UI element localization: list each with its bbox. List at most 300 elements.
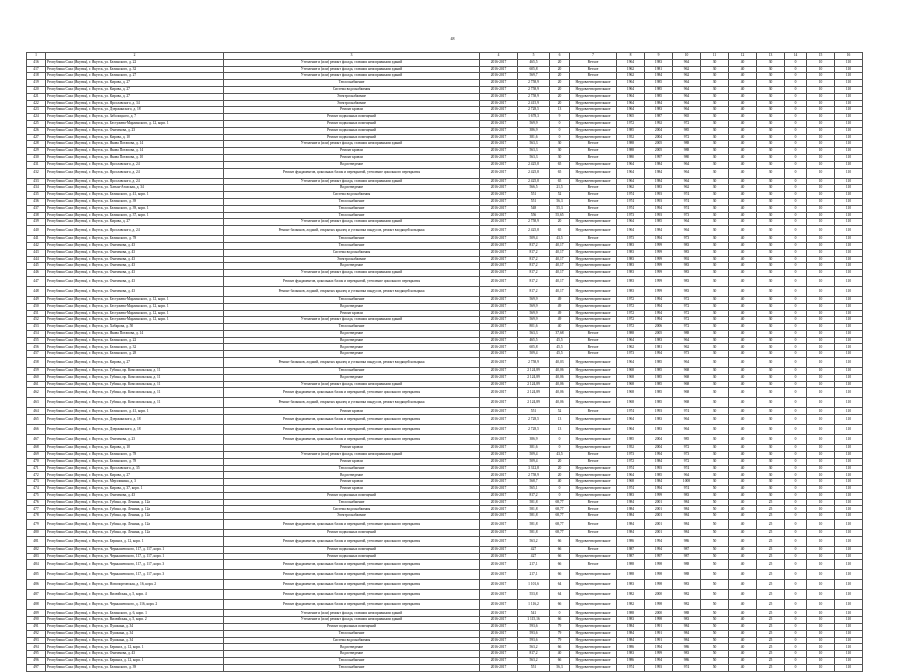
table-row [27, 637, 863, 644]
table-cell: Республика Саха (Якутия), г. Якутск, ул. Белинского, д. 22 [46, 337, 224, 344]
table-cell: 30 [757, 242, 785, 249]
table-cell: 30 [701, 415, 729, 425]
table-cell: 964 [673, 161, 701, 168]
table-cell: 30 [757, 486, 785, 493]
table-cell: 110 [835, 337, 863, 344]
table-cell: 30 [757, 270, 785, 277]
table-cell: 40,17 [550, 242, 570, 249]
table-cell: 2016-2017 [480, 560, 518, 570]
table-row [27, 452, 863, 459]
table-cell: 30 [701, 127, 729, 134]
table-cell: Республика Саха (Якутия), г. Якутск, ул. Бестужева-Марлинского, д. 12, корп. 1 [46, 303, 224, 310]
table-cell: Республика Саха (Якутия), г. Якутск, ул. Очичекова, д. 43 [46, 249, 224, 256]
column-header: 1 [27, 53, 46, 60]
table-cell: Республика Саха (Якутия), г. Якутск, ул. Белинского, д. 39 [46, 664, 224, 671]
table-cell: 2 124,89 [518, 388, 550, 398]
table-cell: 1985 [645, 381, 673, 388]
table-cell: 66 [550, 617, 570, 624]
table-cell: 110 [835, 198, 863, 205]
table-cell: 0 [550, 120, 570, 127]
table-cell: 968 [673, 388, 701, 398]
table-cell: 30 [757, 296, 785, 303]
table-cell: Утепление и (или) ремонт фасада, ставших неисправными зданий [224, 381, 480, 388]
table-cell: 2016-2017 [480, 479, 518, 486]
table-row [27, 296, 863, 303]
column-header: 5 [518, 53, 550, 60]
table-cell: 2005 [645, 141, 673, 148]
table-cell: 30 [757, 168, 785, 178]
table-cell: 25 [757, 630, 785, 637]
table-cell: 2016-2017 [480, 80, 518, 87]
table-cell: Утепление и (или) ремонт фасада, ставших неисправными зданий [224, 66, 480, 73]
table-cell: Ветхое [570, 185, 617, 192]
table-cell: 433 [27, 178, 46, 185]
table-row [27, 644, 863, 651]
table-cell: 2016-2017 [480, 286, 518, 296]
table-cell: Республика Саха (Якутия), г. Якутск, ул. Ярославского, д. 24 [46, 168, 224, 178]
table-cell: 40,17 [550, 249, 570, 256]
table-cell: 110 [835, 415, 863, 425]
table-cell: 477 [27, 506, 46, 513]
table-cell: 0 [785, 330, 807, 337]
table-cell: 2016-2017 [480, 219, 518, 226]
table-cell: 2016-2017 [480, 600, 518, 610]
table-cell: 10 [807, 256, 835, 263]
table-cell: Неудовлетворительное [570, 114, 617, 121]
table-cell: 0 [785, 134, 807, 141]
table-cell: 1994 [645, 644, 673, 651]
table-cell: 427 [518, 546, 550, 553]
table-cell: Республика Саха (Якутия), г. Якутск, ул. Хатын-Атахская, д. 34 [46, 185, 224, 192]
table-cell: Неудовлетворительное [570, 381, 617, 388]
table-cell: 45,5 [550, 337, 570, 344]
table-cell: 988 [673, 141, 701, 148]
table-cell: 30 [701, 242, 729, 249]
table-cell: 110 [835, 219, 863, 226]
table-cell: 2016-2017 [480, 452, 518, 459]
capital-repair-table [26, 52, 863, 672]
table-cell: 30 [701, 134, 729, 141]
table-cell: 964 [673, 80, 701, 87]
table-cell: 30 [701, 286, 729, 296]
table-cell: Система водоснабжения [224, 192, 480, 199]
table-cell: 65 [550, 161, 570, 168]
table-cell: 962 [673, 73, 701, 80]
table-cell: 496 [27, 658, 46, 665]
table-cell: Утепление и (или) ремонт фасада, ставших неисправными зданий [224, 610, 480, 617]
table-cell: 444 [27, 256, 46, 263]
table-cell: 1964 [617, 107, 645, 114]
table-row [27, 590, 863, 600]
table-cell: 30 [701, 256, 729, 263]
table-cell: Неудовлетворительное [570, 465, 617, 472]
table-cell: 459 [27, 368, 46, 375]
table-cell: 2016-2017 [480, 408, 518, 415]
table-cell: 1994 [645, 658, 673, 665]
table-cell: 968 [673, 368, 701, 375]
table-cell: 40 [729, 192, 757, 199]
table-cell: 10 [807, 134, 835, 141]
table-cell: 565,1 [518, 486, 550, 493]
table-cell: 40 [729, 212, 757, 219]
table-cell: 0 [785, 256, 807, 263]
table-row [27, 198, 863, 205]
table-cell: 441 [27, 236, 46, 243]
table-cell: 40 [729, 664, 757, 671]
table-cell: 30 [701, 435, 729, 445]
table-row [27, 388, 863, 398]
table-cell: 30 [757, 310, 785, 317]
table-cell: 2000 [645, 590, 673, 600]
table-cell: 1983 [645, 425, 673, 435]
table-cell: 1994 [645, 236, 673, 243]
table-cell: 50 [701, 617, 729, 624]
table-cell: 110 [835, 236, 863, 243]
table-cell: 30 [757, 286, 785, 296]
table-cell: 50 [701, 624, 729, 631]
table-cell: 2016-2017 [480, 317, 518, 324]
table-cell: Неудовлетворительное [570, 107, 617, 114]
table-cell: 10 [807, 415, 835, 425]
table-row [27, 249, 863, 256]
table-row [27, 624, 863, 631]
table-row [27, 472, 863, 479]
table-cell: 40,06 [550, 374, 570, 381]
table-cell: 983 [673, 270, 701, 277]
table-cell: 0 [785, 263, 807, 270]
table-cell: 983 [673, 242, 701, 249]
table-cell: 458 [27, 358, 46, 368]
column-header: 14 [785, 53, 807, 60]
table-cell: 984 [673, 624, 701, 631]
table-cell: 492 [27, 630, 46, 637]
table-cell: 466 [27, 425, 46, 435]
table-cell: 475 [27, 492, 46, 499]
table-cell: 30 [701, 73, 729, 80]
table-cell: 0 [785, 249, 807, 256]
table-cell: 10 [807, 310, 835, 317]
table-cell: 817,2 [518, 263, 550, 270]
table-cell: Республика Саха (Якутия), г. Якутск, ул. Чернышевского, д. 116, корп. 2 [46, 600, 224, 610]
table-cell: 1994 [645, 452, 673, 459]
table-cell: Ремонт фундаментов, цокольных балок и перекрытий, утепление цокольного перекрытия [224, 435, 480, 445]
column-header: 3 [224, 53, 480, 60]
table-cell: 79 [550, 630, 570, 637]
table-cell: 10 [807, 590, 835, 600]
table-cell: 423 [27, 107, 46, 114]
table-cell: 30 [757, 114, 785, 121]
table-cell: 1985 [617, 127, 645, 134]
table-cell: 484 [27, 560, 46, 570]
table-cell: 10 [807, 100, 835, 107]
table-cell: 2016-2017 [480, 114, 518, 121]
table-cell: 974 [673, 486, 701, 493]
table-cell: 0 [785, 465, 807, 472]
table-cell: 110 [835, 479, 863, 486]
table-cell: Водоотведение [224, 161, 480, 168]
table-cell: 50 [701, 506, 729, 513]
table-cell: 457 [27, 351, 46, 358]
table-cell: 25 [757, 664, 785, 671]
table-cell: Республика Саха (Якутия), г. Якутск, ул. Пушкина, д. 34 [46, 630, 224, 637]
table-cell: Ветхое [570, 198, 617, 205]
table-cell: 1974 [617, 205, 645, 212]
table-cell: 974 [673, 192, 701, 199]
table-cell: 1994 [645, 205, 673, 212]
table-cell: Ветхое [570, 192, 617, 199]
table-cell: 30 [757, 303, 785, 310]
table-cell: 10 [807, 381, 835, 388]
table-row [27, 226, 863, 236]
table-cell: 30 [701, 374, 729, 381]
table-cell: 0 [785, 398, 807, 408]
table-cell: 10 [807, 154, 835, 161]
table-cell: 10 [807, 651, 835, 658]
table-cell: 1983 [645, 185, 673, 192]
table-cell: 110 [835, 107, 863, 114]
table-cell: 49 [550, 303, 570, 310]
table-cell: 1984 [645, 178, 673, 185]
table-cell: 509,4 [518, 458, 550, 465]
table-cell: 30 [757, 479, 785, 486]
table-cell: 1964 [617, 86, 645, 93]
table-cell: 40 [729, 198, 757, 205]
table-cell: Неудовлетворительное [570, 398, 617, 408]
table-cell: 964 [673, 337, 701, 344]
table-cell: Республика Саха (Якутия), г. Якутск, ул. Губина, пр. Комсомольская, д. 11 [46, 398, 224, 408]
table-cell: 40 [729, 479, 757, 486]
table-cell: Республика Саха (Якутия), г. Якутск, ул. Кирова, д. 10 [46, 445, 224, 452]
table-cell: 1994 [645, 486, 673, 493]
table-cell: Республика Саха (Якутия), г. Якутск, ул. Мерзликина, д. 3 [46, 479, 224, 486]
table-cell: 40 [729, 486, 757, 493]
table-cell: 68,77 [550, 530, 570, 537]
table-cell: 66 [550, 560, 570, 570]
table-cell: 1962 [617, 66, 645, 73]
table-cell: 0 [785, 486, 807, 493]
table-cell: Ремонт подвальных помещений [224, 546, 480, 553]
table-cell: 972 [673, 458, 701, 465]
table-cell: Ремонт фундаментов, цокольных балок и перекрытий, утепление цокольного перекрытия [224, 168, 480, 178]
table-cell: 566,5 [518, 185, 550, 192]
table-cell: 2016-2017 [480, 226, 518, 236]
table-cell: 1999 [645, 249, 673, 256]
table-cell: 30 [757, 93, 785, 100]
table-cell: 2016-2017 [480, 546, 518, 553]
table-cell: 40 [729, 286, 757, 296]
table-cell: 1964 [617, 226, 645, 236]
table-cell: 445 [27, 263, 46, 270]
table-row [27, 148, 863, 155]
table-cell: 50 [701, 513, 729, 520]
table-cell: 2016-2017 [480, 66, 518, 73]
table-cell: 972 [673, 120, 701, 127]
table-cell: 2016-2017 [480, 445, 518, 452]
table-cell: 217,1 [518, 570, 550, 580]
table-cell: 10 [807, 560, 835, 570]
table-cell: 1008 [673, 479, 701, 486]
table-cell: 2016-2017 [480, 148, 518, 155]
table-cell: 1974 [617, 192, 645, 199]
table-cell: 1984 [645, 458, 673, 465]
table-cell: 110 [835, 398, 863, 408]
table-cell: 1972 [617, 317, 645, 324]
table-cell: 569,9 [518, 296, 550, 303]
table-row [27, 610, 863, 617]
table-cell: 0 [785, 270, 807, 277]
table-cell: 30 [757, 492, 785, 499]
table-cell: 2016-2017 [480, 256, 518, 263]
table-cell: 569,9 [518, 303, 550, 310]
table-cell: 429 [27, 148, 46, 155]
table-cell: 982 [673, 590, 701, 600]
table-cell: 494 [27, 644, 46, 651]
table-cell: 10 [807, 610, 835, 617]
table-cell: Республика Саха (Якутия), г. Якутск, ул. Белинского, д. 39 [46, 198, 224, 205]
table-cell: 40 [729, 506, 757, 513]
table-cell: 2016-2017 [480, 249, 518, 256]
table-cell: 2016-2017 [480, 658, 518, 665]
table-cell: Теплоснабжение [224, 212, 480, 219]
table-cell: 1998 [645, 560, 673, 570]
table-cell: 30 [757, 344, 785, 351]
table-cell: 30 [701, 263, 729, 270]
table-cell: 30 [757, 226, 785, 236]
table-cell: 593,6 [518, 637, 550, 644]
table-cell: 0 [785, 161, 807, 168]
table-cell: 2016-2017 [480, 472, 518, 479]
table-cell: Республика Саха (Якутия), г. Якутск, ул. Очичекова, д. 43 [46, 270, 224, 277]
table-row [27, 553, 863, 560]
table-cell: Электроснабжение [224, 100, 480, 107]
table-cell: 1973 [617, 212, 645, 219]
table-cell: 2001 [645, 513, 673, 520]
table-cell: Республика Саха (Якутия), г. Якутск, ул. Кирова, д. 37, корп. 1 [46, 486, 224, 493]
table-cell: 0 [785, 141, 807, 148]
table-cell: 0 [785, 344, 807, 351]
table-cell: Республика Саха (Якутия), г. Якутск, ул. Губина, пр. Комсомольская, д. 11 [46, 374, 224, 381]
table-cell: 30 [757, 219, 785, 226]
table-cell: 40 [729, 236, 757, 243]
table-cell: 486 [27, 580, 46, 590]
table-cell: Неудовлетворительное [570, 590, 617, 600]
table-cell: 10 [807, 192, 835, 199]
table-cell: 1994 [645, 351, 673, 358]
table-cell: 40 [729, 324, 757, 331]
table-cell: 563,3 [518, 141, 550, 148]
table-cell: 30 [757, 324, 785, 331]
table-cell: Республика Саха (Якутия), г. Якутск, ул. Якова Потапова, д. 14 [46, 330, 224, 337]
table-cell: 2 728,5 [518, 425, 550, 435]
table-cell: 0 [785, 168, 807, 178]
column-header: 13 [757, 53, 785, 60]
table-cell: 30 [757, 368, 785, 375]
table-cell: 0 [785, 148, 807, 155]
table-cell: 30 [701, 168, 729, 178]
table-cell: 450 [27, 303, 46, 310]
table-cell: 2004 [645, 127, 673, 134]
table-cell: 965 [673, 114, 701, 121]
table-cell: Неудовлетворительное [570, 664, 617, 671]
table-cell: Неудовлетворительное [570, 270, 617, 277]
table-cell: 10 [807, 73, 835, 80]
table-cell: 110 [835, 286, 863, 296]
table-cell: 964 [673, 100, 701, 107]
table-cell: 0 [785, 425, 807, 435]
table-cell: 30 [757, 472, 785, 479]
table-cell: 55,3 [550, 205, 570, 212]
table-cell: Ремонт подвальных помещений [224, 624, 480, 631]
table-cell: 2016-2017 [480, 624, 518, 631]
table-cell: 30 [757, 415, 785, 425]
table-cell: 30 [757, 358, 785, 368]
table-cell: 25 [757, 590, 785, 600]
table-cell: 593,6 [518, 630, 550, 637]
table-cell: 25 [757, 570, 785, 580]
table-cell: 1980 [617, 154, 645, 161]
table-cell: 983 [673, 263, 701, 270]
table-cell: 541 [518, 610, 550, 617]
table-cell: 551 [518, 408, 550, 415]
table-cell: 10 [807, 276, 835, 286]
table-cell: Утепление и (или) ремонт фасада, ставших неисправными зданий [224, 178, 480, 185]
table-cell: 491 [27, 624, 46, 631]
table-cell: 30 [757, 317, 785, 324]
table-cell: 563,2 [518, 658, 550, 665]
table-cell: 50 [701, 570, 729, 580]
table-cell: 13 [550, 415, 570, 425]
table-cell: 40 [729, 530, 757, 537]
table-cell: 386,9 [518, 127, 550, 134]
table-cell: 30 [701, 276, 729, 286]
table-cell: 2016-2017 [480, 486, 518, 493]
table-cell: 2016-2017 [480, 212, 518, 219]
table-cell: 50 [701, 651, 729, 658]
table-cell: Ремонт кровли [224, 310, 480, 317]
table-cell: 30 [701, 344, 729, 351]
table-cell: 43,5 [550, 452, 570, 459]
table-cell: 30 [757, 212, 785, 219]
table-cell: 1983 [617, 242, 645, 249]
table-cell: 964 [673, 226, 701, 236]
table-cell: 10 [807, 351, 835, 358]
table-cell: 10 [807, 600, 835, 610]
table-cell: 110 [835, 624, 863, 631]
table-cell: 968 [673, 381, 701, 388]
table-cell: Водоотведение [224, 337, 480, 344]
table-cell: 435 [27, 192, 46, 199]
table-cell: 10 [807, 408, 835, 415]
table-cell: 40 [729, 415, 757, 425]
table-row [27, 479, 863, 486]
table-cell: 0 [785, 66, 807, 73]
table-cell: Теплоснабжение [224, 80, 480, 87]
table-cell: 40 [729, 80, 757, 87]
table-cell: 30 [757, 141, 785, 148]
table-cell: 40 [729, 120, 757, 127]
table-cell: 40 [729, 141, 757, 148]
table-cell: Республика Саха (Якутия), г. Якутск, ул. Бестужева-Марлинского, д. 12, корп. 1 [46, 296, 224, 303]
table-cell: Ремонт кровли [224, 408, 480, 415]
table-cell: Система водоснабжения [224, 506, 480, 513]
table-cell: 0 [785, 445, 807, 452]
table-cell: 1988 [617, 141, 645, 148]
table-cell: 66 [550, 658, 570, 665]
table-cell: 10 [807, 465, 835, 472]
table-cell: Республика Саха (Якутия), г. Якутск, ул. Белинского, д. 32 [46, 66, 224, 73]
table-row [27, 658, 863, 665]
table-cell: 0 [785, 553, 807, 560]
